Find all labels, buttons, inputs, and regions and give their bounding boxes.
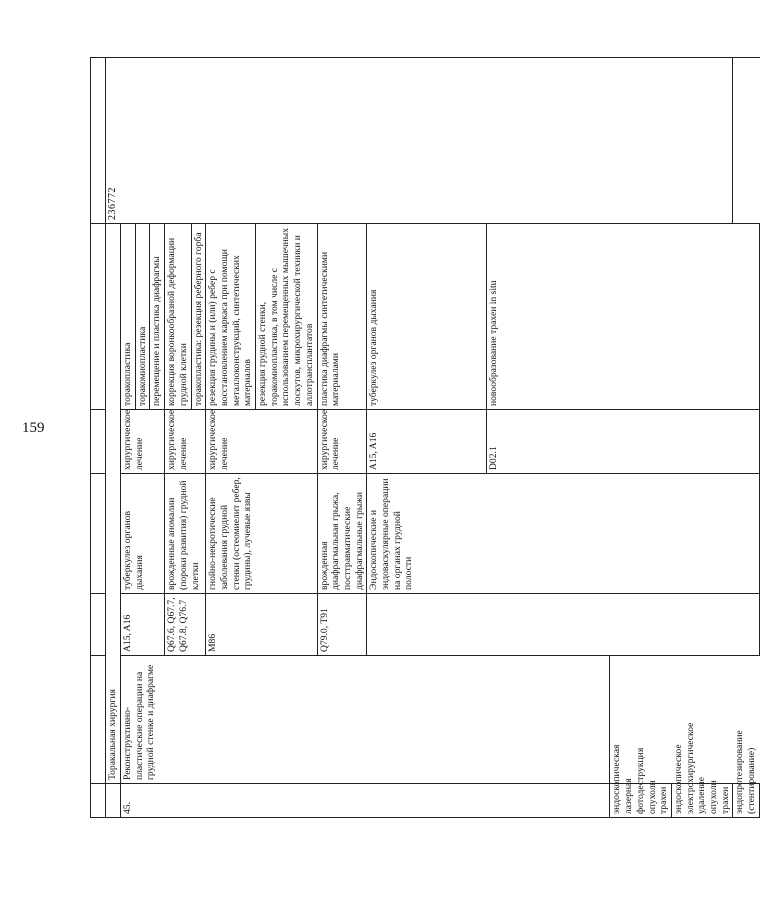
icd-codes: Q67.6, Q67.7, Q67.8, Q76.7 bbox=[165, 594, 206, 656]
icd-codes: D02.1 bbox=[487, 410, 759, 474]
icd-codes: A15, A16 bbox=[367, 410, 487, 474]
method: пластика диафрагмы синтетическими материалами bbox=[317, 224, 367, 410]
icd-codes: A15, A16 bbox=[121, 594, 165, 656]
method: резекция грудины и (или) ребер с восстановлением каркаса при помощи металлоконструкций, синтетических материалов bbox=[206, 224, 256, 410]
method: торакопластика bbox=[121, 224, 136, 410]
method: торакопластика: резекция реберного горба bbox=[191, 224, 206, 410]
treatment-type: хирургическое лечение bbox=[121, 410, 165, 474]
treatment-table bbox=[90, 57, 760, 818]
header-blank-row bbox=[91, 58, 106, 818]
rotated-table-container bbox=[90, 58, 758, 818]
patient-model: новообразование трахеи in situ bbox=[487, 224, 759, 410]
icd-codes: Q79.0, T91 bbox=[317, 594, 367, 656]
method: перемещение и пластика диафрагмы bbox=[150, 224, 165, 410]
method: резекция грудной стенки, торакомиопластика, в том числе с использованием перемещенных мышечных лоскутов, микрохирургической техники и аллотрансплантатов bbox=[256, 224, 318, 410]
registration-number: 236772 bbox=[106, 58, 733, 224]
treatment-type: хирургическое лечение bbox=[317, 410, 367, 474]
patient-model: врожденная диафрагмальная грыжа, посттравматические диафрагмальные грыжи bbox=[317, 474, 367, 594]
patient-model: туберкулез органов дыхания bbox=[121, 474, 165, 594]
method: коррекция воронкообразной деформации грудной клетки bbox=[165, 224, 191, 410]
treatment-type: хирургическое лечение bbox=[165, 410, 206, 474]
icd-codes: M86 bbox=[206, 594, 317, 656]
treatment-type: хирургическое лечение bbox=[206, 410, 317, 474]
method: эндоскопическое электрохирургическое удаление опухоли трахеи bbox=[671, 784, 733, 818]
patient-model: врожденные аномалии (пороки развития) грудной клетки bbox=[165, 474, 206, 594]
row-number: 45. bbox=[121, 784, 610, 818]
patient-model: гнойно-некротические заболевания грудной стенки (остеомиелит ребер, грудины), лучевые язвы bbox=[206, 474, 317, 594]
intervention-name: Эндоскопические и эндоваскулярные операции на органах грудной полости bbox=[367, 474, 760, 594]
page-number: 159 bbox=[22, 420, 45, 436]
intervention-name: Реконструктивно-пластические операции на грудной стенке и диафрагме bbox=[121, 656, 610, 784]
method: торакомиопластика bbox=[135, 224, 150, 410]
method: эндоскопическая лазерная фотодеструкция опухоли трахеи bbox=[610, 784, 672, 818]
patient-model: туберкулез органов дыхания bbox=[367, 224, 487, 410]
section-header-row bbox=[106, 58, 121, 818]
row-number bbox=[367, 594, 760, 656]
section-title: Торакальная хирургия bbox=[106, 224, 121, 784]
method: эндопротезирование (стентирование) bbox=[733, 784, 759, 818]
